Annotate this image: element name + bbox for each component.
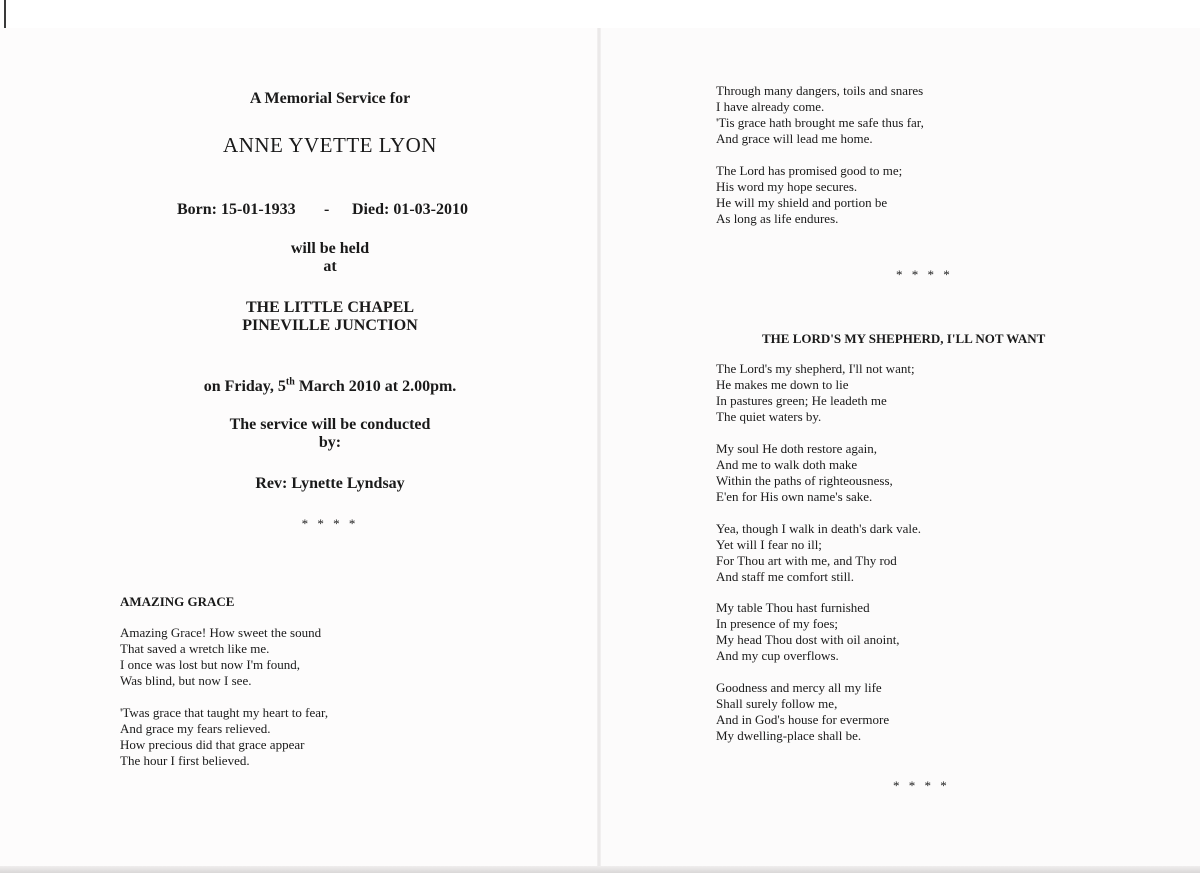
held-line-2: at: [323, 258, 337, 275]
hymn-1-verse-2: [120, 705, 328, 769]
right-page: [600, 28, 1200, 866]
verse-line: The Lord has promised good to me;: [716, 163, 903, 178]
verse-line: He will my shield and portion be: [716, 195, 888, 210]
hymn-1-separator: * * * *: [896, 267, 953, 282]
hymn-2-title: THE LORD'S MY SHEPHERD, I'LL NOT WANT: [762, 331, 1046, 346]
verse-line: Goodness and mercy all my life: [716, 680, 882, 695]
service-date-ordinal: th: [285, 376, 295, 388]
hymn-1-verse-4: [716, 163, 902, 227]
verse-line: My table Thou hast furnished: [716, 600, 870, 615]
scan-edge-line: [4, 0, 6, 30]
verse-line: 'Tis grace hath brought me safe thus far,: [716, 115, 924, 130]
verse-line: He makes me down to lie: [716, 377, 849, 392]
venue-line-1: THE LITTLE CHAPEL: [245, 299, 415, 316]
verse-line: Within the paths of righteousness,: [716, 473, 893, 488]
date-dash: -: [324, 201, 330, 218]
hymn-2-verse-1: [716, 361, 915, 425]
hymn-2-verse-2: [716, 441, 893, 505]
verse-line: In pastures green; He leadeth me: [716, 393, 887, 408]
hymn-1-verse-1: [120, 625, 321, 689]
verse-line: 'Twas grace that taught my heart to fear,: [120, 705, 329, 720]
verse-line: For Thou art with me, and Thy rod: [716, 553, 897, 568]
verse-line: I once was lost but now I'm found,: [120, 657, 300, 672]
verse-line: My head Thou dost with oil anoint,: [716, 632, 900, 647]
scan-bottom-edge: [0, 866, 1200, 873]
conducted-line-1: The service will be conducted: [229, 416, 431, 433]
verse-line: Through many dangers, toils and snares: [716, 83, 924, 98]
verse-line: That saved a wretch like me.: [120, 641, 270, 656]
verse-line: In presence of my foes;: [716, 616, 839, 631]
verse-line: And me to walk doth make: [716, 457, 858, 472]
conducted-line-2: by:: [318, 434, 342, 451]
born-date: Born: 15-01-1933: [177, 201, 296, 218]
hymn-1-verse-3: [716, 83, 924, 147]
verse-line: And grace my fears relieved.: [120, 721, 271, 736]
verse-line: My soul He doth restore again,: [716, 441, 878, 456]
verse-line: Shall surely follow me,: [716, 696, 838, 711]
verse-line: His word my hope secures.: [716, 179, 858, 194]
hymn-2-verse-5: [716, 680, 889, 744]
verse-line: And grace will lead me home.: [716, 131, 873, 146]
service-date-suffix: March 2010 at 2.00pm.: [294, 378, 457, 395]
center-fold: [597, 28, 601, 866]
verse-line: As long as life endures.: [716, 211, 839, 226]
memorial-intro: A Memorial Service for: [249, 90, 411, 107]
hymn-2-verse-3: [716, 521, 921, 585]
verse-line: The quiet waters by.: [716, 409, 822, 424]
verse-line: E'en for His own name's sake.: [716, 489, 873, 504]
verse-line: The hour I first believed.: [120, 753, 250, 768]
verse-line: The Lord's my shepherd, I'll not want;: [716, 361, 915, 376]
verse-line: Yet will I fear no ill;: [716, 537, 822, 552]
officiant: Rev: Lynette Lyndsay: [255, 475, 405, 492]
hymn-2-verse-4: [716, 600, 900, 664]
verse-line: Was blind, but now I see.: [120, 673, 252, 688]
verse-line: Amazing Grace! How sweet the sound: [120, 625, 322, 640]
verse-line: And staff me comfort still.: [716, 569, 855, 584]
verse-line: And in God's house for evermore: [716, 712, 890, 727]
verse-line: And my cup overflows.: [716, 648, 839, 663]
venue-line-2: PINEVILLE JUNCTION: [242, 317, 418, 334]
hymn-2-separator: * * * *: [893, 778, 950, 793]
cover-separator: * * * *: [301, 516, 359, 531]
verse-line: My dwelling-place shall be.: [716, 728, 862, 743]
hymn-1-title: AMAZING GRACE: [120, 594, 235, 609]
service-date: [120, 378, 540, 396]
verse-line: How precious did that grace appear: [120, 737, 305, 752]
service-date-prefix: on Friday, 5: [203, 378, 286, 395]
deceased-name: ANNE YVETTE LYON: [223, 133, 437, 157]
verse-line: Yea, though I walk in death's dark vale.: [716, 521, 922, 536]
held-line-1: will be held: [290, 240, 370, 257]
died-date: Died: 01-03-2010: [352, 201, 468, 218]
scan-top-margin: [0, 0, 1200, 28]
verse-line: I have already come.: [716, 99, 825, 114]
